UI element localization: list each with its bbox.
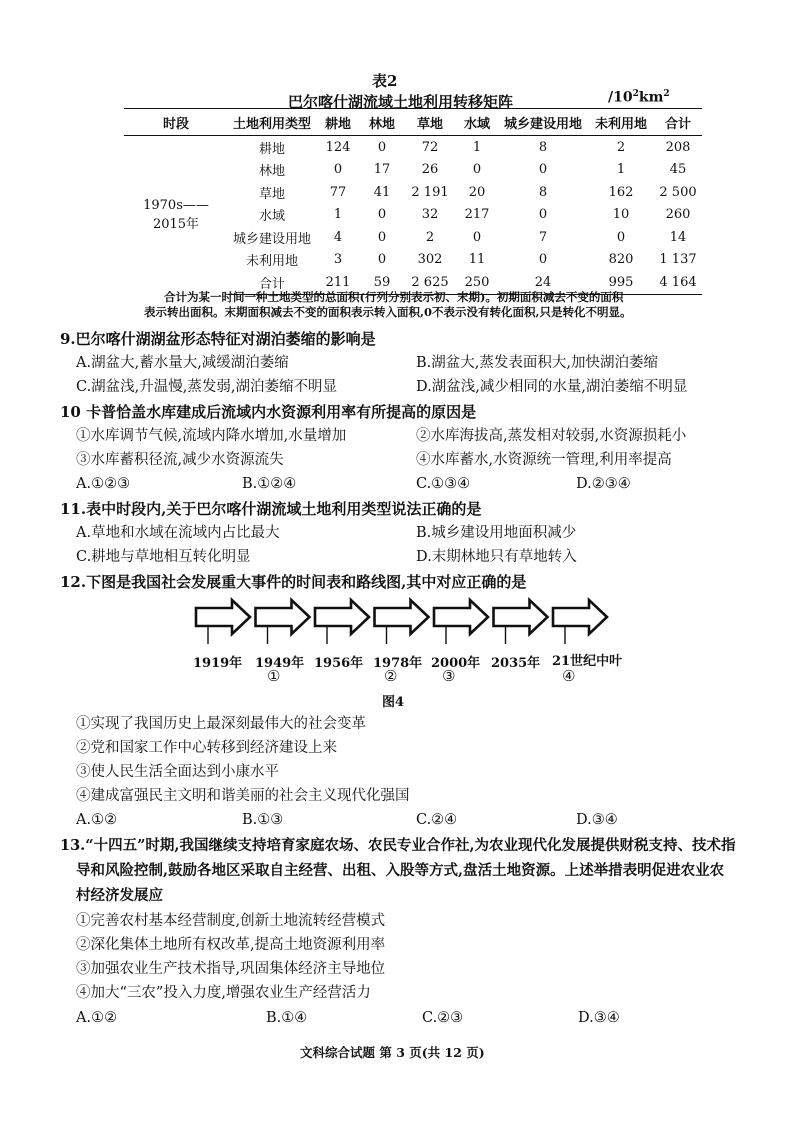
timeline-arrow (256, 600, 310, 634)
cell: 26 (421, 162, 439, 178)
cell: 8 (538, 184, 548, 200)
cell: 7 (538, 229, 548, 245)
cell: 0 (377, 139, 387, 155)
row-type: 水域 (258, 209, 285, 225)
timeline-arrow (196, 600, 250, 634)
cell: 208 (665, 139, 691, 155)
cell: 8 (538, 139, 548, 155)
q10-statement-1: ①水库调节气候,流域内降水增加,水量增加 (76, 428, 347, 444)
cell: 11 (468, 252, 486, 268)
row-type: 城乡建设用地 (232, 231, 311, 247)
cell: 17 (373, 162, 391, 178)
land-use-transfer-table (124, 108, 702, 295)
cell: 41 (373, 184, 391, 200)
cell: 2 (616, 139, 626, 155)
q13-option-c[interactable]: C.②③ (422, 1010, 464, 1026)
header-total: 合计 (654, 109, 702, 136)
q10-statement-4: ④水库蓄水,水资源统一管理,利用率提高 (416, 452, 672, 468)
cell: 0 (377, 229, 387, 245)
q10-option-c[interactable]: C.①③④ (416, 476, 471, 492)
table-note-line2: 表示转出面积。末期面积减去不变的面积表示转入面积,0不表示没有转化面积,只是转化不明显。 (144, 305, 632, 319)
table-caption: 表2 (372, 72, 398, 90)
header-grassland: 草地 (404, 109, 456, 136)
timeline-year-2035: 2035年 (491, 656, 541, 671)
row-type: 未利用地 (245, 254, 298, 270)
cell: 4 (333, 229, 343, 245)
table-row (124, 136, 702, 159)
cell: 14 (669, 229, 687, 245)
cell: 0 (538, 207, 548, 223)
q9-stem: 9.巴尔喀什湖湖盆形态特征对湖泊萎缩的影响是 (60, 330, 376, 348)
timeline-year-1949: 1949年 (255, 656, 305, 671)
q9-option-c[interactable]: C.湖盆浅,升温慢,蒸发弱,湖泊萎缩不明显 (76, 379, 338, 395)
cell: 0 (472, 229, 482, 245)
q12-statement-2: ②党和国家工作中心转移到经济建设上来 (76, 740, 337, 756)
q11-option-d[interactable]: D.末期林地只有草地转入 (416, 549, 577, 565)
q9-option-b[interactable]: B.湖盆大,蒸发表面积大,加快湖泊萎缩 (416, 355, 658, 371)
cell: 1 (472, 139, 482, 155)
header-period: 时段 (124, 109, 228, 136)
cell: 59 (360, 271, 404, 294)
table-title: 巴尔喀什湖流域土地利用转移矩阵 (288, 93, 514, 111)
cell: 1 (333, 207, 343, 223)
cell: 2 (425, 229, 435, 245)
page-footer: 文科综合试题 第 3 页(共 12 页) (300, 1045, 485, 1060)
q9-option-a[interactable]: A.湖盆大,蓄水量大,减缓湖泊萎缩 (76, 355, 289, 371)
cell: 45 (669, 162, 687, 178)
q13-stem-line3: 村经济发展应 (76, 887, 163, 904)
q13-statement-4: ④加大“三农”投入力度,增强农业生产经营活力 (76, 985, 371, 1001)
q12-stem: 12.下图是我国社会发展重大事件的时间表和路线图,其中对应正确的是 (60, 573, 527, 591)
row-type: 草地 (258, 186, 285, 202)
q13-statement-1: ①完善农村基本经营制度,创新土地流转经营模式 (76, 913, 386, 929)
header-unused: 未利用地 (588, 109, 654, 136)
q10-option-b[interactable]: B.①②④ (242, 476, 297, 492)
q13-stem-line1: 13.“十四五”时期,我国继续支持培育家庭农场、农民专业合作社,为农业现代化发展提供财税支持、技术指 (60, 837, 736, 854)
cell: 0 (377, 252, 387, 268)
timeline-mark-3: ③ (442, 667, 456, 685)
cell: 3 (333, 252, 343, 268)
cell: 4 164 (654, 271, 702, 294)
timeline-year-1956: 1956年 (314, 656, 364, 671)
cell: 211 (316, 271, 360, 294)
cell: 1 (616, 162, 626, 178)
header-water: 水域 (456, 109, 498, 136)
q11-option-c[interactable]: C.耕地与草地相互转化明显 (76, 549, 251, 565)
q9-option-d[interactable]: D.湖盆浅,减少相同的水量,湖泊萎缩不明显 (416, 379, 688, 395)
cell: 32 (421, 207, 439, 223)
timeline-mark-2: ② (384, 667, 398, 685)
q11-option-b[interactable]: B.城乡建设用地面积减少 (416, 525, 577, 541)
q10-option-a[interactable]: A.①②③ (76, 476, 131, 492)
timeline-year-mid-century: 21世纪中叶 (552, 654, 623, 669)
header-farmland: 耕地 (316, 109, 360, 136)
q13-stem-line2: 导和风险控制,鼓励各地区采取自主经营、出租、入股等方式,盘活土地资源。上述举措表明促进农业农 (76, 862, 725, 879)
cell: 0 (377, 207, 387, 223)
row-type: 林地 (258, 164, 285, 180)
q12-statement-4: ④建成富强民主文明和谐美丽的社会主义现代化强国 (76, 788, 410, 804)
q13-option-a[interactable]: A.①② (76, 1010, 118, 1026)
timeline-year-1919: 1919年 (193, 656, 243, 671)
q12-statement-3: ③使人民生活全面达到小康水平 (76, 764, 279, 780)
row-type: 合计 (228, 271, 316, 294)
header-type: 土地利用类型 (228, 109, 316, 136)
cell: 0 (538, 252, 548, 268)
q11-option-a[interactable]: A.草地和水域在流域内占比最大 (76, 525, 280, 541)
figure-caption: 图4 (382, 695, 405, 710)
q13-statement-3: ③加强农业生产技术指导,巩固集体经济主导地位 (76, 961, 386, 977)
timeline-mark-4: ④ (562, 667, 576, 685)
period-cell: 1970s——2015年 (143, 198, 209, 232)
cell: 124 (325, 139, 351, 155)
cell: 0 (333, 162, 343, 178)
cell: 0 (538, 162, 548, 178)
cell: 0 (472, 162, 482, 178)
q13-option-b[interactable]: B.①④ (266, 1010, 308, 1026)
cell: 72 (421, 139, 439, 155)
cell: 20 (468, 184, 486, 200)
cell: 820 (608, 252, 634, 268)
q10-option-d[interactable]: D.②③④ (576, 476, 631, 492)
cell: 217 (464, 207, 490, 223)
q10-stem: 10 卡普恰盖水库建成后流域内水资源利用率有所提高的原因是 (60, 403, 477, 421)
cell: 302 (417, 252, 443, 268)
q12-option-c[interactable]: C.②④ (416, 812, 458, 828)
cell: 2 191 (411, 184, 449, 200)
q10-statement-3: ③水库蓄积径流,减少水资源流失 (76, 452, 284, 468)
q11-stem: 11.表中时段内,关于巴尔喀什湖流域土地利用类型说法正确的是 (60, 500, 482, 518)
q12-statement-1: ①实现了我国历史上最深刻最伟大的社会变革 (76, 716, 366, 732)
timeline-year-2000: 2000年 (431, 656, 481, 671)
timeline-year-1978: 1978年 (373, 656, 423, 671)
timeline-arrow (434, 600, 488, 634)
timeline-arrow (315, 600, 369, 634)
cell: 0 (616, 229, 626, 245)
timeline-arrow (553, 600, 607, 634)
table-unit: $/10^2km^2$ (608, 89, 670, 106)
timeline-arrow (375, 600, 429, 634)
cell: 260 (665, 207, 691, 223)
cell: 2 625 (404, 271, 456, 294)
timeline-mark-1: ① (267, 667, 281, 685)
q12-option-b[interactable]: B.①③ (242, 812, 284, 828)
q10-statement-2: ②水库海拔高,蒸发相对较弱,水资源损耗小 (416, 428, 687, 444)
header-forest: 林地 (360, 109, 404, 136)
cell: 1 137 (659, 252, 697, 268)
q13-statement-2: ②深化集体土地所有权改革,提高土地资源利用率 (76, 937, 386, 953)
timeline-arrows (190, 596, 610, 644)
cell: 10 (612, 207, 630, 223)
cell: 162 (608, 184, 634, 200)
q12-option-d[interactable]: D.③④ (576, 812, 618, 828)
q12-option-a[interactable]: A.①② (76, 812, 118, 828)
table-note-line1: 合计为某一时间一种土地类型的总面积(行列分别表示初、末期)。初期面积减去不变的面积 (164, 290, 624, 304)
q13-option-d[interactable]: D.③④ (578, 1010, 620, 1026)
cell: 2 500 (659, 184, 697, 200)
timeline-arrow (494, 600, 548, 634)
cell: 24 (498, 271, 588, 294)
cell: 995 (588, 271, 654, 294)
cell: 250 (456, 271, 498, 294)
header-construction: 城乡建设用地 (498, 109, 588, 136)
row-type: 耕地 (258, 141, 285, 157)
cell: 77 (329, 184, 347, 200)
